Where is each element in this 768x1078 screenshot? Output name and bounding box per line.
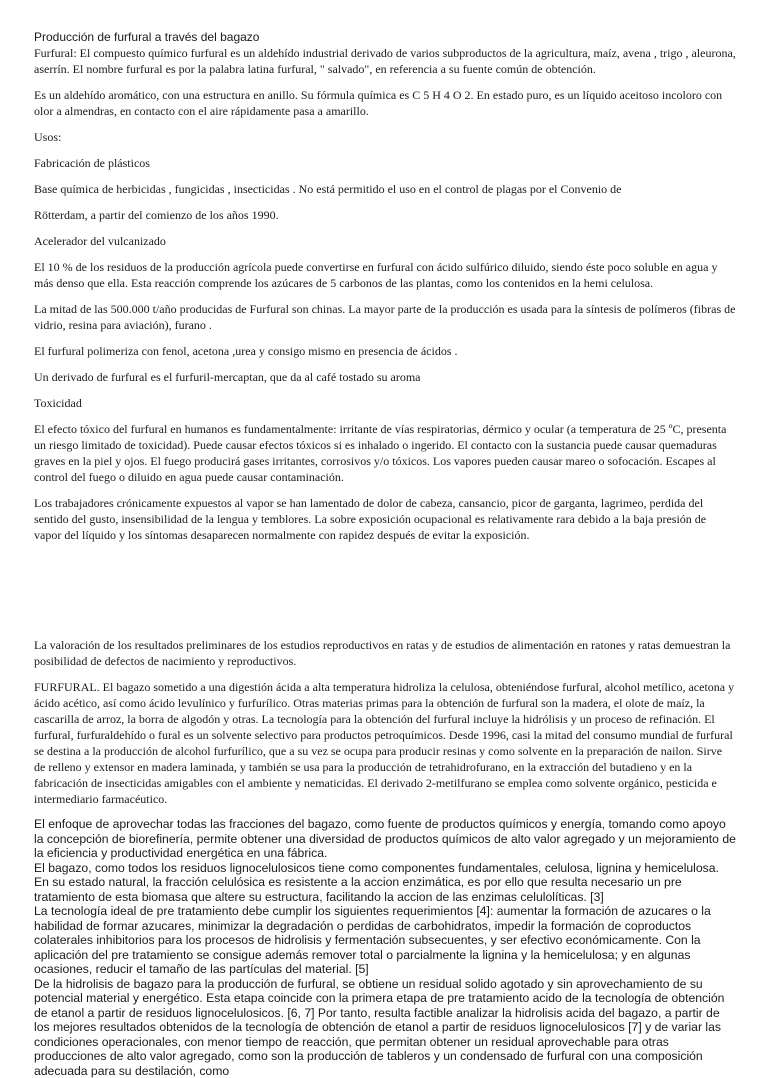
- blank-gap: [34, 543, 736, 637]
- heading-usos: Usos:: [34, 129, 736, 145]
- paragraph-reproductive-studies: La valoración de los resultados preliminares de los estudios reproductivos en ratas y de estudios de alimentación en ratones y ratas demuestran la posibilidad de defectos de nacimiento y reproductivos.: [34, 637, 736, 669]
- document-page: [34, 30, 736, 1078]
- paragraph-plastics: Fabricación de plásticos: [34, 155, 736, 171]
- paragraph-hydrolysis: De la hidrolisis de bagazo para la producción de furfural, se obtiene un residual solido agotado y sin aprovechamiento de su potencial material y energético. Esta etapa coincide con la primera etapa de pre tratamiento acido de la tecnología de obtención de etanol a partir de residuos lignocelulosicos. [6, 7] Por tanto, resulta factible analizar la hidrolisis acida del bagazo, a partir de los mejores resultados obtenidos de la tecnología de obtención de etanol a partir de residuos lignocelulosicos [7] y de variar las condiciones operacionales, con menor tiempo de reacción, que permitan obtener un residual aprovechable para otras producciones de alto valor agregado, como son la producción de tableros y un condensado de furfural con una composición adecuada para su destilación, como: [34, 977, 736, 1078]
- paragraph-mercaptan: Un derivado de furfural es el furfuril-mercaptan, que da al café tostado su aroma: [34, 369, 736, 385]
- paragraph-biorefinery: El enfoque de aprovechar todas las fracciones del bagazo, como fuente de productos químicos y energía, tomando como apoyo la concepción de biorefinería, permite obtener una diversidad de productos químicos de alto valor agregado y un mejoramiento de la eficiencia y productividad energética en una fábrica.: [34, 817, 736, 861]
- paragraph-rotterdam: Rötterdam, a partir del comienzo de los años 1990.: [34, 207, 736, 223]
- paragraph-herbicides: Base química de herbicidas , fungicidas , insecticidas . No está permitido el uso en el control de plagas por el Convenio de: [34, 181, 736, 197]
- paragraph-chronic-exposure: Los trabajadores crónicamente expuestos al vapor se han lamentado de dolor de cabeza, cansancio, picor de garganta, lagrimeo, perdida del sentido del gusto, insensibilidad de la lengua y temblores. La sobre exposición ocupacional es relativamente rara debido a la baja presión de vapor del líquido y los síntomas desaparecen normalmente con rapidez después de evitar la exposición.: [34, 495, 736, 543]
- paragraph-polymerization: El furfural polimeriza con fenol, acetona ,urea y consigo mismo en presencia de ácidos .: [34, 343, 736, 359]
- paragraph-pretreatment: La tecnología ideal de pre tratamiento debe cumplir los siguientes requerimientos [4]: aumentar la formación de azucares o la habilidad de formar azucares, minimizar la degradación o perdidas de carbohidratos, impedir la formación de coproductos colaterales inhibitorios para los procesos de hidrolisis y fermentación subsecuentes, y ser efectivo económicamente. Con la aplicación del pre tratamiento se consigue además remover total o parcialmente la lignina y la hemicelulosa; y en algunas ocasiones, reducir el tamaño de las partículas del material. [5]: [34, 904, 736, 977]
- document-title: Producción de furfural a través del bagazo: [34, 30, 736, 45]
- paragraph-vulcanizing: Acelerador del vulcanizado: [34, 233, 736, 249]
- paragraph-lignocellulosic: El bagazo, como todos los residuos lignocelulosicos tiene como componentes fundamentales, celulosa, lignina y hemicelulosa. En su estado natural, la fracción celulósica es resistente a la accion enzimática, es por ello que resulta necesario un pre tratamiento de esta biomasa que altere su estructura, facilitando la accion de las enzimas celulolíticas. [3]: [34, 861, 736, 905]
- paragraph-agricultural-residues: El 10 % de los residuos de la producción agrícola puede convertirse en furfural con ácido sulfúrico diluido, siendo éste poco soluble en agua y más denso que ella. Esta reacción comprende los azúcares de 5 carbonos de las plantas, como los contenidos en la hemi celulosa.: [34, 259, 736, 291]
- heading-toxicidad: Toxicidad: [34, 395, 736, 411]
- paragraph-furfural-definition: Furfural: El compuesto químico furfural es un aldehído industrial derivado de varios subproductos de la agricultura, maíz, avena , trigo , aleurona, aserrín. El nombre furfural es por la palabra latina furfural, " salvado", en referencia a su fuente común de obtención.: [34, 45, 736, 77]
- paragraph-toxic-effects: El efecto tóxico del furfural en humanos es fundamentalmente: irritante de vías respiratorias, dérmico y ocular (a temperatura de 25 ºC, presenta un riesgo limitado de toxicidad). Puede causar efectos tóxicos si es inhalado o ingerido. El contacto con la sustancia puede causar quemaduras graves en la piel y ojos. El fuego producirá gases irritantes, corrosivos y/o tóxicos. Los vapores pueden causar mareo o sofocación. Escapes al control del fuego o diluido en agua puede causar contaminación.: [34, 421, 736, 485]
- paragraph-production-china: La mitad de las 500.000 t/año producidas de Furfural son chinas. La mayor parte de la producción es usada para la síntesis de polímeros (fibras de vidrio, resina para aviación), furano .: [34, 301, 736, 333]
- paragraph-furfural-bagasse: FURFURAL. El bagazo sometido a una digestión ácida a alta temperatura hidroliza la celulosa, obteniéndose furfural, alcohol metílico, acetona y ácido acético, así como ácido levulínico y furfurílico. Otras materias primas para la obtención de furfural son la madera, el olote de maíz, la cascarilla de arroz, la borra de algodón y otras. La tecnología para la obtención del furfural incluye la hidrólisis y un proceso de refinación. El furfural, furfuraldehído o fural es un solvente selectivo para productos petroquímicos. Desde 1996, casi la mitad del consumo mundial de furfural se destina a la producción de alcohol furfurílico, que a su vez se ocupa para producir resinas y como solvente en la preparación de nailon. Sirve de relleno y extensor en madera laminada, y también se usa para la producción de tetrahidrofurano, en la extracción del butadieno y en la fabricación de insecticidas amigables con el ambiente y nematicidas. El derivado 2-metilfurano se emplea como solvente orgánico, pesticida e intermediario farmacéutico.: [34, 679, 736, 807]
- paragraph-aromatic-aldehyde: Es un aldehído aromático, con una estructura en anillo. Su fórmula química es C 5 H 4 O 2. En estado puro, es un líquido aceitoso incoloro con olor a almendras, en contacto con el aire rápidamente pasa a amarillo.: [34, 87, 736, 119]
